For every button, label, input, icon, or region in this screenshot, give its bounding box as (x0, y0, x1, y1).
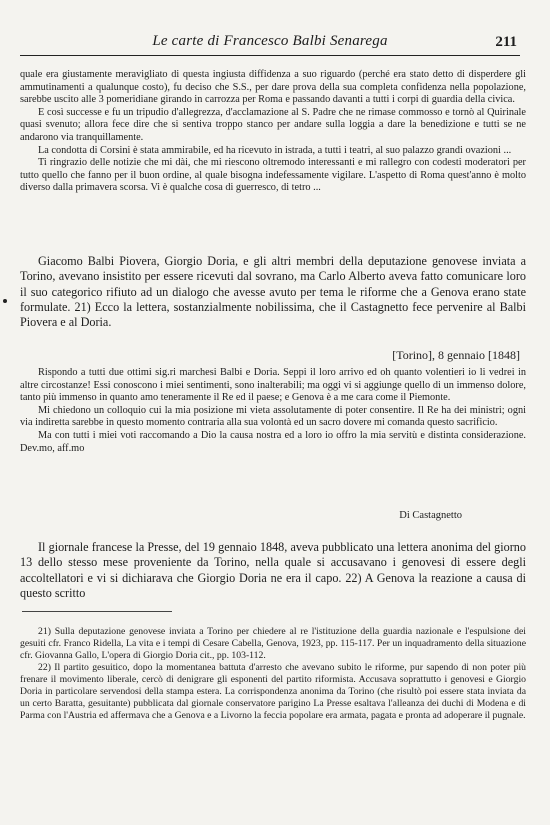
page-header (20, 33, 520, 56)
running-title: Le carte di Francesco Balbi Senarega (152, 33, 388, 49)
footnote-separator (22, 611, 172, 612)
letter2-paragraph-1: Rispondo a tutti due ottimi sig.ri marchesi Balbi e Doria. Seppi il loro arrivo ed oh quanto volentieri io li vedrei in altre circostanze! Essi conoscono i miei sentimenti, sono inalterabili; ma oggi vi si aggiunge quello di un immenso dolore, tanto più immenso in quanto amo teneramente il Re ed il paese; e Genova è a me cara come il Piemonte. (20, 367, 526, 404)
letter1-paragraph-2: E così successe e fu un tripudio d'allegrezza, d'acclamazione al S. Padre che ne rimase commosso e tornò al Quirinale quasi svenuto; allora fece dire che si sentiva troppo stanco per andare sulla loggia a dare la benedizione e tutti se ne andarono via tranquillamente. (20, 106, 526, 143)
narrative-paragraph-2: Il giornale francese la Presse, del 19 gennaio 1848, aveva pubblicato una lettera anonima del giorno 13 dello stesso mese proveniente da Torino, nella quale si accusavano i genovesi di essere degli accoltellatori e vi si dichiarava che Giorgio Doria ne era il capo. 22) A Genova la reazione a causa di questo scritto (20, 540, 526, 600)
letter-excerpt-1 (20, 69, 526, 195)
letter1-paragraph-4: Ti ringrazio delle notizie che mi dài, che mi riescono oltremodo interessanti e mi rallegro con codesti moderatori per tutto quello che fanno per il buon ordine, al quale bisogna indefessamente vigilare. L'aspetto di Roma quest'anno è molto diverso dalla primavera scorsa. Vi è qualche cosa di guerresco, di tetro ... (20, 157, 526, 194)
footnote-22: 22) Il partito gesuitico, dopo la momentanea battuta d'arresto che avevano subito le riforme, pur sapendo di non poter più frenare il movimento liberale, cercò di denigrare gli esponenti del partito riformista. Accusava soprattutto i genovesi e Giorgio Doria in particolare servendosi della stampa estera. La corrispondenza anonima da Torino (che risultò poi essere stata inviata da un certo Baratta, gesuitante) pubblicata dal giornale conservatore parigino La Presse esaltava l'alleanza dei duchi di Modena e di Parma con l'Austria ed affermava che a Genova e a Livorno la feccia popolare era armata, pagata e pronta ad adoperare il pugnale. (20, 662, 526, 721)
letter-excerpt-2 (20, 367, 526, 455)
footnote-21: 21) Sulla deputazione genovese inviata a Torino per chiedere al re l'istituzione della guardia nazionale e l'espulsione dei gesuiti cfr. Franco Ridella, La vita e i tempi di Cesare Cabella, Genova, 1923, pp. 115-117. Per un inquadramento della situazione cfr. Giovanna Gallo, L'opera di Giorgio Doria cit., pp. 103-112. (20, 626, 526, 661)
footnotes (20, 626, 526, 722)
letter-signature: Di Castagnetto (399, 510, 462, 521)
margin-dot (3, 299, 7, 303)
letter2-paragraph-2: Mi chiedono un colloquio cui la mia posizione mi vieta assolutamente di poter consentire. Il Re ha dei ministri; ogni via indiretta sarebbe in questo momento contraria alla sua volontà ed un sacro dovere mi comanda questo sacrificio. (20, 404, 526, 429)
letter2-paragraph-3: Ma con tutti i miei voti raccomando a Dio la causa nostra ed a loro io offro la mia servitù e distinta considerazione. Dev.mo, aff.mo (20, 429, 526, 454)
letter1-paragraph-1: quale era giustamente meravigliato di questa ingiusta diffidenza a suo riguardo (perché era stato detto di disperdere gli ammutinamenti a qualunque costo), fu deciso che S.S., per dare prova della sua completa confidenza nella popolazione, sarebbe uscito alle 3 pomeridiane girando in carrozza per Roma e passando davanti a tutti i corpi di guardia della civica. (20, 69, 526, 106)
letter1-paragraph-3: La condotta di Corsini è stata ammirabile, ed ha ricevuto in istrada, a tutti i teatri, al suo palazzo grandi ovazioni ... (38, 144, 512, 156)
page-number: 211 (495, 34, 517, 50)
letter-date-line: [Torino], 8 gennaio [1848] (392, 348, 520, 362)
narrative-paragraph-1: Giacomo Balbi Piovera, Giorgio Doria, e gli altri membri della deputazione genovese inviata a Torino, avevano insistito per essere ricevuti dal sovrano, ma Carlo Alberto aveva fatto comunicare loro il suo categorico rifiuto ad un dialogo che avesse avuto per tema le riforme che a Genova erano state formulate. 21) Ecco la lettera, sostanzialmente nobilissima, che il Castagnetto fece pervenire al Balbi Piovera e al Doria. (20, 254, 526, 330)
